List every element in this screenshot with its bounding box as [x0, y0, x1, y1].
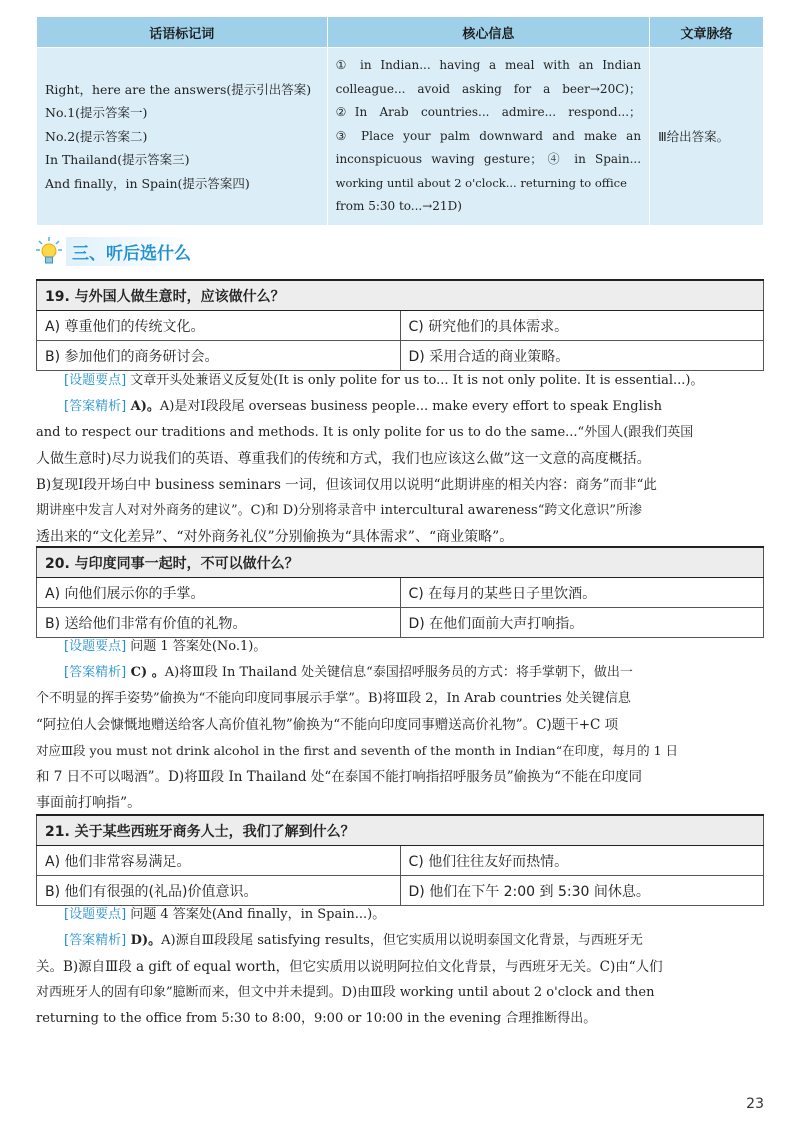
question-19: 19. 与外国人做生意时，应该做什么？	[37, 280, 764, 311]
key-point-line	[36, 368, 764, 394]
option-d: D) 采用合适的商业策略。	[400, 341, 764, 371]
answer-letter: A)。	[126, 399, 160, 414]
core-info-line: ① in Indian... having a meal with an Indian	[335, 58, 642, 72]
markers-cell	[37, 48, 328, 226]
analysis-line: returning to the office from 5:30 to 8:00，9:00 or 10:00 in the evening 合理推断得出。	[36, 1011, 597, 1026]
option-c: C) 研究他们的具体需求。	[400, 311, 764, 341]
context-cell: Ⅲ给出答案。	[650, 48, 764, 226]
header-markers: 话语标记词	[37, 17, 328, 48]
marker-line: No.1(提示答案一)	[45, 105, 148, 120]
key-point-tag: [设题要点]	[64, 907, 127, 922]
analysis-line: 个不明显的挥手姿势”偷换为“不能向印度同事展示手掌”。B)将Ⅲ段 2，In Arab countries 处关键信息	[36, 691, 631, 706]
option-c: C) 他们往往友好而热情。	[400, 846, 764, 876]
analysis-line: and to respect our traditions and methods. It is only polite for us to do the same...“外国人(跟我们英国	[36, 425, 694, 440]
question-20-table	[36, 546, 764, 638]
answer-letter: D)。	[126, 933, 162, 948]
page-number: 23	[746, 1096, 764, 1112]
section-heading	[36, 236, 764, 266]
option-b: B) 送给他们非常有价值的礼物。	[37, 608, 401, 638]
analysis-text: A)将Ⅲ段 In Thailand 处关键信息“泰国招呼服务员的方式：将手掌朝下，做出一	[164, 665, 633, 680]
question-21-table	[36, 814, 764, 906]
question-20: 20. 与印度同事一起时，不可以做什么？	[37, 547, 764, 578]
analysis-line: “阿拉伯人会慷慨地赠送给客人高价值礼物”偷换为“不能向印度同事赠送高价礼物”。C)题干+C 项	[36, 717, 619, 733]
analysis-line: 关。B)源自Ⅲ段 a gift of equal worth，但它实质用以说明阿拉伯文化背景，与西班牙无关。C)由“人们	[36, 959, 663, 975]
option-a: A) 向他们展示你的手掌。	[37, 578, 401, 608]
answer-line	[36, 394, 764, 420]
marker-line: No.2(提示答案二)	[45, 128, 148, 144]
question-19-table	[36, 279, 764, 371]
discourse-marker-table	[36, 16, 764, 226]
analysis-line: 事面前打响指”。	[36, 795, 142, 811]
option-b: B) 他们有很强的(礼品)价值意识。	[37, 876, 401, 906]
answer-letter: C) 。	[126, 665, 165, 680]
option-a: A) 他们非常容易满足。	[37, 846, 401, 876]
header-core-info: 核心信息	[327, 17, 649, 48]
marker-line: In Thailand(提示答案三)	[45, 152, 190, 167]
key-point-line	[36, 634, 764, 660]
analysis-text: A)源自Ⅲ段段尾 satisfying results，但它实质用以说明泰国文化背景，与西班牙无	[161, 933, 643, 948]
key-point-tag: [设题要点]	[64, 373, 127, 388]
answer-tag: [答案精析]	[64, 933, 127, 948]
core-info-cell	[327, 48, 649, 226]
q20-explanation	[36, 634, 764, 816]
key-point-tag: [设题要点]	[64, 639, 127, 654]
analysis-line: 对西班牙人的固有印象”臆断而来，但文中并未提到。D)由Ⅲ段 working until about 2 o'clock and then	[36, 985, 655, 1000]
option-d: D) 他们在下午 2:00 到 5:30 间休息。	[400, 876, 764, 906]
option-d: D) 在他们面前大声打响指。	[400, 608, 764, 638]
core-info-line: ③ Place your palm downward and make an	[335, 128, 642, 143]
analysis-line: 和 7 日不可以喝酒”。D)将Ⅲ段 In Thailand 处“在泰国不能打响指招呼服务员”偷换为“不能在印度同	[36, 769, 643, 785]
answer-line	[36, 660, 764, 686]
analysis-line: 人做生意时)尽力说我们的英语、尊重我们的传统和方式，我们也应该这么做”这一文意的高度概括。	[36, 451, 651, 467]
q19-explanation	[36, 368, 764, 550]
core-info-line: ②In Arab countries... admire... respond...；	[335, 105, 642, 119]
header-context: 文章脉络	[650, 17, 764, 48]
marker-line: And finally，in Spain(提示答案四)	[45, 175, 250, 191]
core-info-line: from 5:30 to...→21D)	[335, 199, 462, 213]
q21-explanation	[36, 902, 764, 1032]
key-point-text: 问题 4 答案处(And finally，in Spain...)。	[126, 907, 386, 922]
answer-tag: [答案精析]	[64, 665, 127, 680]
section-title: 三、听后选什么	[66, 237, 197, 266]
option-b: B) 参加他们的商务研讨会。	[37, 341, 401, 371]
core-info-line: inconspicuous waving gesture；④ in Spain...	[335, 152, 642, 166]
key-point-line	[36, 902, 764, 928]
analysis-text: A)是对Ⅰ段段尾 overseas business people... make every effort to speak English	[159, 399, 662, 414]
analysis-line: 透出来的“文化差异”、“对外商务礼仪”分别偷换为“具体需求”、“商业策略”。	[36, 529, 514, 545]
analysis-line: 期讲座中发言人对对外商务的建议”。C)和 D)分别将录音中 intercultural awareness“跨文化意识”所渗	[36, 503, 642, 518]
option-c: C) 在每月的某些日子里饮酒。	[400, 578, 764, 608]
key-point-text: 文章开头处兼语义反复处(It is only polite for us to... It is not only polite. It is essential...)。	[126, 373, 704, 388]
option-a: A) 尊重他们的传统文化。	[37, 311, 401, 341]
marker-line: Right，here are the answers(提示引出答案)	[45, 81, 312, 97]
lightbulb-icon	[36, 236, 62, 266]
core-info-line: working until about 2 o'clock... returning to office	[335, 175, 627, 190]
question-21: 21. 关于某些西班牙商务人士，我们了解到什么？	[37, 815, 764, 846]
core-info-line: colleague... avoid asking for a beer→20C)；	[335, 81, 642, 96]
answer-line	[36, 928, 764, 954]
answer-tag: [答案精析]	[64, 399, 127, 414]
analysis-line: B)复现Ⅰ段开场白中 business seminars 一词，但该词仅用以说明“此期讲座的相关内容：商务”而非“此	[36, 477, 657, 493]
analysis-line: 对应Ⅲ段 you must not drink alcohol in the first and seventh of the month in Indian“在印度，每月的 1 日	[36, 743, 679, 758]
key-point-text: 问题 1 答案处(No.1)。	[126, 639, 267, 654]
